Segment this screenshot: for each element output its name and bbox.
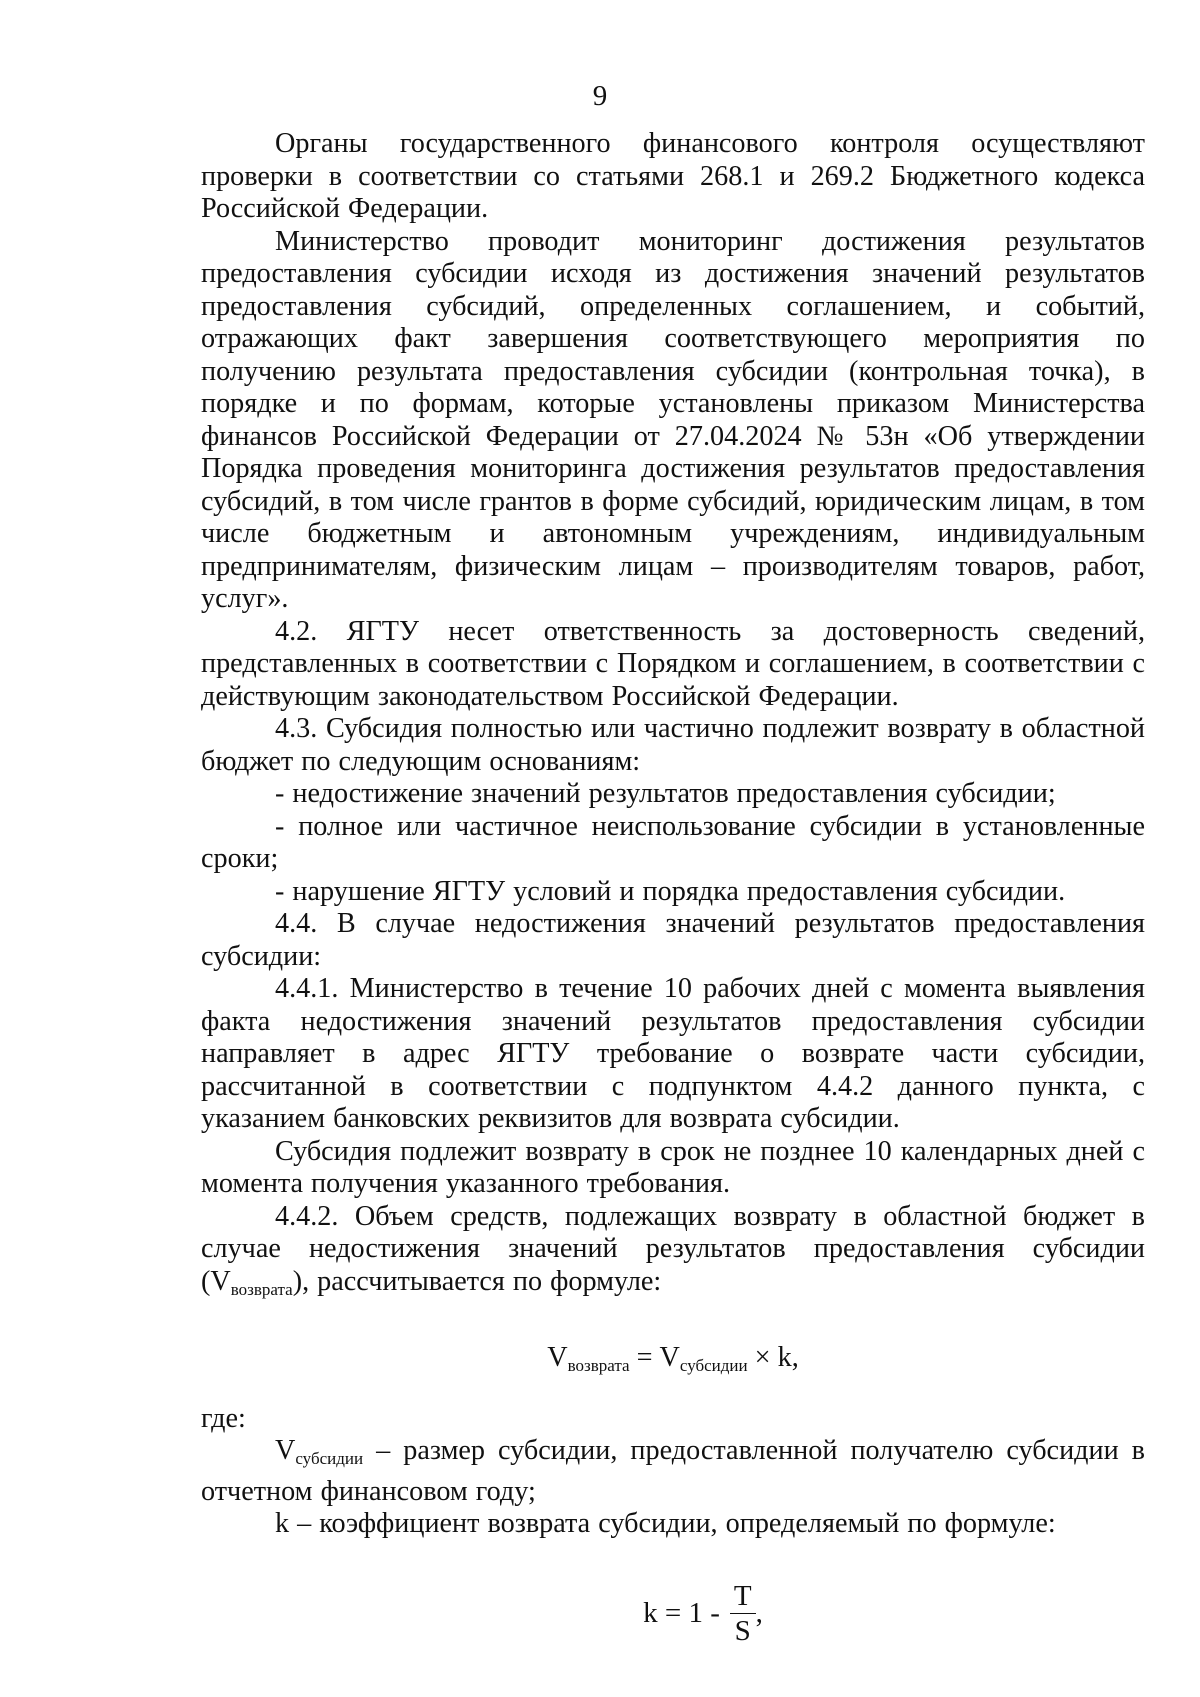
paragraph-return-deadline: Субсидия подлежит возврату в срок не позднее 10 календарных дней с момента получения указанного требования. bbox=[201, 1135, 1145, 1199]
document-body bbox=[201, 128, 1145, 1646]
fraction-numerator: T bbox=[730, 1581, 756, 1614]
formula-k-left: k = 1 - bbox=[643, 1596, 720, 1629]
paragraph-4-4-1: 4.4.1. Министерство в течение 10 рабочих дней с момента выявления факта недостижения значений результатов предоставления субсидии направляет в адрес ЯГТУ требование о возврате части субсидии, рассчитанной в соответствии с подпунктом 4.4.2 данного пункта, с указанием банковских реквизитов для возврата субсидии. bbox=[201, 973, 1145, 1134]
subscript-subsidii: субсидии bbox=[295, 1449, 364, 1468]
page-number: 9 bbox=[592, 80, 608, 112]
paragraph-4-4-2 bbox=[201, 1201, 1145, 1307]
subscript-vozvrata: возврата bbox=[230, 1279, 293, 1299]
paragraph-audit: Органы государственного финансового контроля осуществляют проверки в соответствии со статьями 268.1 и 269.2 Бюджетного кодекса Российской Федерации. bbox=[201, 128, 1145, 224]
formula-equals-v: = V bbox=[629, 1342, 680, 1373]
paragraph-4-2: 4.2. ЯГТУ несет ответственность за достоверность сведений, представленных в соответствии с Порядком и соглашением, в соответствии с действующим законодательством Российской Федерации. bbox=[201, 615, 1145, 712]
paragraph-k-def: k – коэффициент возврата субсидии, определяемый по формуле: bbox=[275, 1508, 1056, 1539]
formula-return-volume bbox=[201, 1342, 1145, 1383]
text-fragment: ), рассчитывается по формуле: bbox=[292, 1265, 662, 1297]
formula-comma: , bbox=[755, 1596, 763, 1629]
text-fragment: 4.4.2. Объем средств, подлежащих возврату в областной бюджет в случае недостижения значений результатов предоставления субсидии (V bbox=[201, 1200, 1145, 1297]
formula-sub-subsidii: субсидии bbox=[679, 1356, 748, 1375]
formula-coefficient-k bbox=[201, 1581, 1145, 1646]
paragraph-monitoring: Министерство проводит мониторинг достижения результатов предоставления субсидии исходя из достижения значений результатов предоставления субсидий, определенных соглашением, и событий, отражающих факт завершения соответствующего мероприятия по получению результата предоставления субсидии (контрольная точка), в порядке и по формам, которые установлены приказом Министерства финансов Российской Федерации от 27.04.2024 № 53н «Об утверждении Порядка проведения мониторинга достижения результатов предоставления субсидий, в том числе грантов в форме субсидий, юридическим лицам, в том числе бюджетным и автономным учреждениям, индивидуальным предпринимателям, физическим лицам – производителям товаров, работ, услуг». bbox=[201, 225, 1145, 614]
fraction-t-over-s bbox=[730, 1581, 756, 1646]
text-v: V bbox=[275, 1435, 296, 1466]
list-item-nonachievement: - недостижение значений результатов предоставления субсидии; bbox=[275, 778, 1056, 809]
paragraph-4-4: 4.4. В случае недостижения значений результатов предоставления субсидии: bbox=[201, 908, 1145, 972]
fraction-denominator: S bbox=[734, 1614, 751, 1647]
formula-v: V bbox=[547, 1342, 568, 1373]
list-item-nonuse: - полное или частичное неиспользование субсидии в установленные сроки; bbox=[201, 810, 1145, 874]
text-fragment: – размер субсидии, предоставленной получателю субсидии в отчетном финансовом году; bbox=[201, 1435, 1145, 1507]
paragraph-4-3: 4.3. Субсидия полностью или частично подлежит возврату в областной бюджет по следующим основаниям: bbox=[201, 713, 1145, 777]
where-label: где: bbox=[201, 1402, 246, 1434]
list-item-violation: - нарушение ЯГТУ условий и порядка предоставления субсидии. bbox=[275, 875, 1066, 907]
paragraph-v-subsidy-def bbox=[201, 1435, 1145, 1508]
formula-sub-vozvrata: возврата bbox=[567, 1356, 630, 1375]
formula-times-k: × k, bbox=[747, 1342, 799, 1373]
